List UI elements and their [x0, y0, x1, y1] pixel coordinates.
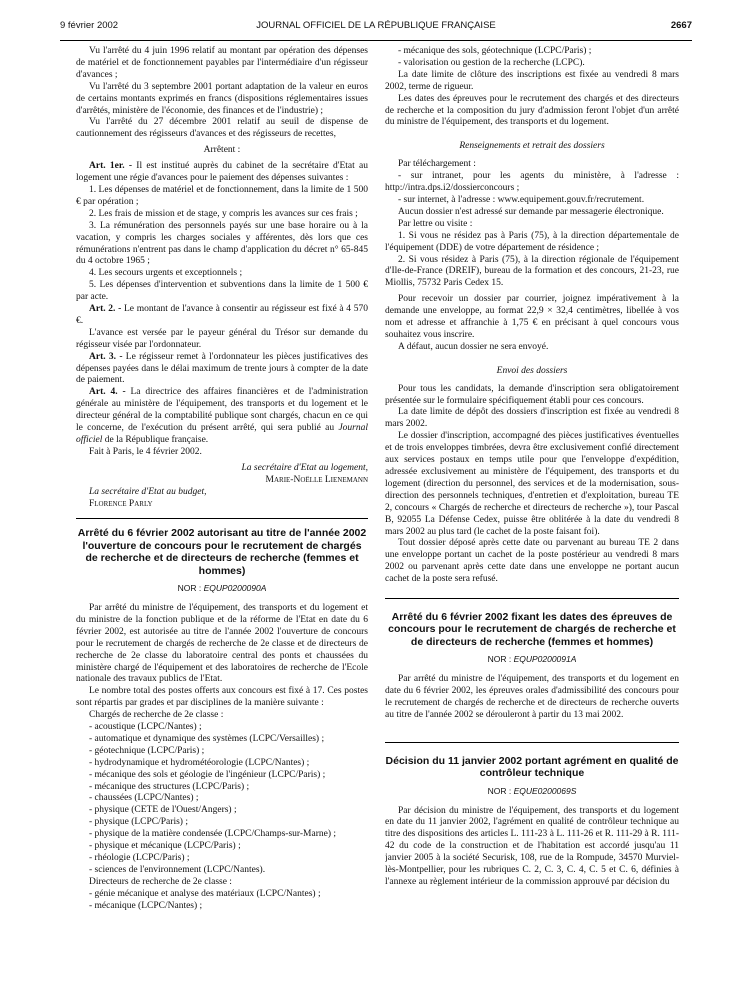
discipline-item: - hydrodynamique et hydrométéorologie (LCPC/Nantes) ;: [89, 757, 310, 768]
discipline-item: - acoustique (LCPC/Nantes) ;: [89, 722, 202, 733]
page-number: 2667: [670, 20, 692, 31]
visa-paragraph: Vu l'arrêté du 27 décembre 2001 relatif au seuil de dispense de cautionnement des régisseurs d'avances et des régisseurs de recettes,: [76, 117, 368, 140]
article-1: [76, 161, 368, 185]
fait-a-paris: Fait à Paris, le 4 février 2002.: [89, 446, 202, 457]
article-4: [76, 387, 368, 447]
grade-heading: Directeurs de recherche de 2e classe :: [89, 876, 232, 887]
decision-title: Décision du 11 janvier 2002 portant agrément en qualité de contrôleur technique: [385, 754, 679, 780]
left-column: [76, 46, 368, 982]
decree-paragraph: Le dossier d'inscription, accompagné des pièces justificatives éventuelles et de trois enveloppes timbrées, devra être exclusivement confié directement aux services postaux en temps utile pour que l'enveloppe d'expédition, adressée exclusivement au ministère de l'équipement, des transports et du logement (direction du personnel, des services et de la modernisation, sous-direction des personnels techniques, d'entretien et d'exploitation, bureau TE 2, concours « Chargés de recherche et directeurs de recherche »), tour Pascal B, 92055 La Défense Cedex, puisse être oblitérée à la date du vendredi 8 mars 2002 au plus tard (le cachet de la poste faisant foi).: [385, 431, 679, 537]
decree-paragraph: Les dates des épreuves pour le recrutement des chargés et des directeurs de recherche et la composition du jury d'admission feront l'objet d'un arrêté du ministre de l'équipement, des transports et du logement.: [385, 93, 679, 128]
decree-paragraph: Tout dossier déposé après cette date ou parvenant au bureau TE 2 dans une enveloppe portant un cachet de la poste postérieur au vendredi 8 mars 2002 ou parvenant après cette date dans une enveloppe ne portant aucun cachet de la poste sera refusé.: [385, 538, 679, 585]
decree-paragraph: La date limite de clôture des inscriptions est fixée au vendredi 8 mars 2002, terme de rigueur.: [385, 69, 679, 92]
decree-paragraph: Par arrêté du ministre de l'équipement, des transports et du logement en date du 6 février 2002, les épreuves orales d'admissibilité des concours pour le recrutement de chargés de recherche et de directeurs de recherche ouverts au titre de l'année 2002 se dérouleront à partir du 13 mai 2002.: [385, 674, 679, 720]
article-text: Le montant de l'avance à consentir au régisseur est fixé à 4 570 €.: [76, 304, 368, 326]
discipline-item: - chaussées (LCPC/Nantes) ;: [89, 793, 199, 804]
discipline-item: - mécanique des structures (LCPC/Paris) ;: [89, 781, 250, 792]
article-label: Art. 2. -: [89, 304, 122, 315]
section-heading: Envoi des dossiers: [496, 365, 568, 376]
list-item: 4. Les secours urgents et exceptionnels ;: [89, 268, 243, 279]
discipline-item: - rhéologie (LCPC/Paris) ;: [89, 853, 190, 863]
signatory-role: La secrétaire d'Etat au budget,: [89, 486, 207, 497]
header-rule: [60, 40, 692, 41]
decree-paragraph: Par lettre ou visite :: [398, 218, 473, 229]
discipline-item: - physique (CETE de l'Ouest/Angers) ;: [89, 805, 237, 816]
nor-code: EQUP0200090A: [203, 583, 267, 594]
decree-paragraph: La date limite de dépôt des dossiers d'inscription est fixée au vendredi 8 mars 2002.: [385, 407, 679, 430]
section-heading: Renseignements et retrait des dossiers: [459, 141, 605, 152]
nor-reference: NOR : EQUP0200090A: [177, 583, 267, 594]
list-item: 1. Les dépenses de matériel et de fonctionnement, dans la limite de 1 500 € par opération ;: [76, 184, 368, 207]
discipline-item: - automatique et dynamique des systèmes (LCPC/Versailles) ;: [89, 733, 325, 744]
issue-date: 9 février 2002: [60, 20, 119, 31]
signatory-role: La secrétaire d'Etat au logement,: [241, 462, 368, 473]
discipline-item: - génie mécanique et analyse des matériaux (LCPC/Nantes) ;: [89, 888, 321, 899]
page-header: [60, 20, 692, 36]
decree-paragraph: Le nombre total des postes offerts aux concours est fixé à 17. Ces postes sont répartis par grades et par disciplines de la manière suivante :: [76, 686, 368, 709]
article-text: La directrice des affaires financières et de l'administration générale au ministère de l'équipement, des transports et du logement et le directeur général de la comptabilité publique sont chargés, chacun en ce qui le concerne, de l'exécution du présent arrêté, qui sera publié au: [76, 387, 368, 434]
article-label: Art. 1er. -: [89, 161, 133, 172]
decree-paragraph: Par arrêté du ministre de l'équipement, des transports et du logement et du ministre de la fonction publique et de la réforme de l'Etat en date du 6 février 2002, est autorisée au titre de l'année 2002 l'ouverture de concours pour le recrutement de chargés de recherche de 2e classe et de directeurs de recherche de 2e classe du laboratoire central des ponts et chaussées du ministère chargé de l'équipement et des laboratoires de recherche de l'Ecole nationale des travaux publics de l'Etat.: [76, 602, 368, 685]
discipline-item: - sciences de l'environnement (LCPC/Nantes).: [89, 864, 266, 875]
decree-title: Arrêté du 6 février 2002 fixant les dates des épreuves de concours pour le recrutement de chargés de recherche et de directeurs de recherche (femmes et hommes): [388, 611, 676, 648]
discipline-item: - mécanique des sols, géotechnique (LCPC/Paris) ;: [398, 46, 592, 56]
article-3: [76, 352, 368, 388]
article-label: Art. 4. -: [89, 387, 126, 398]
article-text: L'avance est versée par le payeur général du Trésor sur demande du régisseur visée par l'ordonnateur.: [76, 327, 368, 350]
nor-code: EQUP0200091A: [513, 654, 577, 665]
decree-paragraph: Pour tous les candidats, la demande d'inscription sera obligatoirement présentée sur le formulaire spécifiquement établi pour ces concours.: [385, 383, 679, 406]
article-text: de la République française.: [104, 435, 209, 445]
journal-title: JOURNAL OFFICIEL DE LA RÉPUBLIQUE FRANÇAISE: [256, 20, 496, 31]
list-item: 2. Les frais de mission et de stage, y compris les avances sur ces frais ;: [89, 208, 358, 219]
discipline-item: - valorisation ou gestion de la recherche (LCPC).: [398, 57, 585, 68]
nor-reference: NOR : EQUE0200069S: [487, 785, 577, 796]
article-label: Art. 3. -: [89, 351, 123, 362]
article-2: [76, 304, 368, 328]
decree-title: Arrêté du 6 février 2002 autorisant au titre de l'année 2002 l'ouverture de concours pour le recrutement de chargés de recherche et de directeurs de recherche (femmes et hommes): [77, 527, 367, 577]
right-column: [385, 46, 679, 982]
article-text: Le régisseur remet à l'ordonnateur les pièces justificatives des dépenses payées dans le délai maximum de trente jours à compter de la date de paiement.: [76, 351, 368, 386]
signatory-name: Marie-Noëlle Lienemann: [265, 474, 368, 485]
discipline-item: - mécanique des sols et géologie de l'ingénieur (LCPC/Paris) ;: [89, 769, 326, 780]
nor-code: EQUE0200069S: [513, 785, 577, 796]
decree-paragraph: Pour recevoir un dossier par courrier, joignez impérativement à la demande une enveloppe, au format 22,9 × 32,4 centimètres, libellée à vos nom et adresse et affranchie à 1,75 € en précisant à quel concours vous souhaitez vous inscrire.: [385, 294, 679, 340]
discipline-item: - physique de la matière condensée (LCPC/Champs-sur-Marne) ;: [89, 829, 337, 840]
journal-officiel-ref: Journal officiel: [76, 423, 368, 445]
article-text: Il est institué auprès du cabinet de la secrétaire d'Etat au logement une régie d'avances pour le paiement des dépenses suivantes :: [76, 161, 368, 184]
list-item: 3. La rémunération des personnels payés sur une base horaire ou à la vacation, y compris les charges sociales y afférentes, dès lors que ces rémunérations n'entrent pas dans le champ d'application du décret n° 65-845 du 4 octobre 1965 ;: [76, 220, 368, 267]
decree-paragraph: Aucun dossier n'est adressé sur demande par messagerie électronique.: [398, 206, 664, 217]
discipline-item: - géotechnique (LCPC/Paris) ;: [89, 745, 205, 756]
decree-paragraph: Par téléchargement :: [398, 159, 476, 170]
discipline-item: - physique et mécanique (LCPC/Paris) ;: [89, 841, 241, 852]
visa-paragraph: Vu l'arrêté du 3 septembre 2001 portant adaptation de la valeur en euros de certains montants exprimés en francs (dispositions réglementaires issues d'arrêtés, ministère de l'économie, des finances et de l'industrie) ;: [76, 81, 368, 116]
signatory-name: Florence Parly: [89, 498, 153, 509]
list-item: - sur intranet, pour les agents du ministère, à l'adresse : http://intra.dps.i2/dossierconcours ;: [385, 171, 679, 194]
list-item: - sur internet, à l'adresse : www.equipement.gouv.fr/recrutement.: [398, 194, 645, 205]
list-item: 2. Si vous résidez à Paris (75), à la direction régionale de l'équipement d'Ile-de-France (DREIF), bureau de la formation et des concours, 21-23, rue Miollis, 75732 Paris Cedex 15.: [385, 254, 679, 289]
grade-heading: Chargés de recherche de 2e classe :: [89, 710, 224, 721]
list-item: 1. Si vous ne résidez pas à Paris (75), à la direction départementale de l'équipement (DDE) de votre département de résidence ;: [385, 230, 679, 253]
list-item: 5. Les dépenses d'intervention et subventions dans la limite de 1 500 € par acte.: [76, 280, 368, 303]
discipline-item: - mécanique (LCPC/Nantes) ;: [89, 900, 203, 911]
decision-paragraph: Par décision du ministre de l'équipement, des transports et du logement en date du 11 janvier 2002, l'agrément en qualité de contrôleur technique au titre des dispositions des articles L. 111-23 à L. 111-26 et R. 111-29 à R. 111-42 du code de la construction et de l'habitation est accordé jusqu'au 11 janvier 2005 à la société Securisk, 108, rue de la Rompude, 34570 Murviel-lès-Montpellier, pour les rubriques C. 2, C. 3, C. 4, C. 5 et C. 6, définies à l'annexe au règlement intérieur de la commission approuvé par décision du: [385, 805, 679, 887]
discipline-item: - physique (LCPC/Paris) ;: [89, 817, 188, 828]
nor-reference: NOR : EQUP0200091A: [487, 654, 577, 665]
arretent-heading: Arrêtent :: [203, 145, 241, 156]
visa-paragraph: Vu l'arrêté du 4 juin 1996 relatif au montant par opération des dépenses de matériel et de fonctionnement payables par l'intermédiaire d'un régisseur d'avances ;: [76, 46, 368, 80]
decree-paragraph: A défaut, aucun dossier ne sera envoyé.: [398, 341, 549, 352]
